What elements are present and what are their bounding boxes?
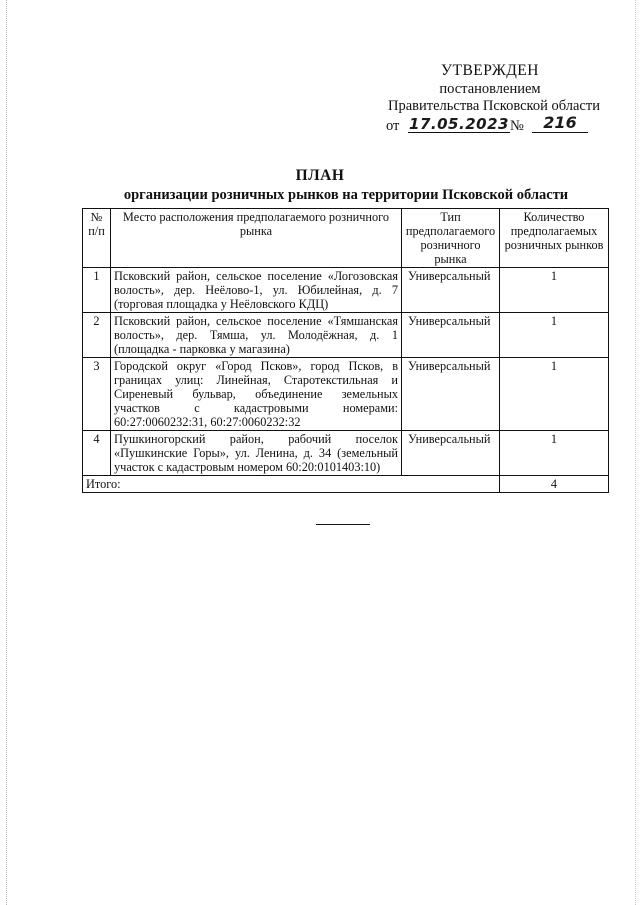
document-title: [0, 166, 640, 204]
row-num: 3: [83, 358, 111, 431]
end-rule: [316, 524, 370, 525]
header-num: № п/п: [83, 209, 111, 268]
total-value: 4: [500, 476, 609, 493]
table-row: [83, 268, 609, 313]
row-qty: 1: [500, 268, 609, 313]
row-num: 4: [83, 431, 111, 476]
table-row: [83, 431, 609, 476]
handwritten-date: 17.05.2023: [409, 115, 509, 133]
table-row: [83, 313, 609, 358]
row-num: 1: [83, 268, 111, 313]
row-type: Универсальный: [402, 358, 500, 431]
header-qty: Количество предполагаемых розничных рынков: [500, 209, 609, 268]
table-row: [83, 358, 609, 431]
row-num: 2: [83, 313, 111, 358]
row-qty: 1: [500, 313, 609, 358]
approval-title: УТВЕРЖДЕН: [441, 62, 539, 79]
markets-table: [82, 208, 609, 493]
row-place: Пушкиногорский район, рабочий поселок «Пушкинские Горы», ул. Ленина, д. 34 (земельный участок с кадастровым номером 60:20:0101403:10): [111, 431, 402, 476]
approval-line-government: Правительства Псковской области: [388, 98, 600, 114]
row-type: Универсальный: [402, 431, 500, 476]
date-prefix: от: [386, 118, 400, 134]
scan-edge-right: [635, 0, 636, 905]
total-label: Итого:: [83, 476, 500, 493]
approval-line-resolution: постановлением: [439, 81, 541, 97]
row-place: Псковский район, сельское поселение «Логозовская волость», дер. Неёлово-1, ул. Юбилейная, д. 7 (торговая площадка у Неёловского КДЦ): [111, 268, 402, 313]
table-total-row: [83, 476, 609, 493]
number-prefix: №: [510, 118, 524, 134]
approval-date-row: [372, 113, 608, 138]
header-type: Тип предполагаемого розничного рынка: [402, 209, 500, 268]
row-place: Городской округ «Город Псков», город Псков, в границах улиц: Линейная, Старотекстильная и Сиреневый бульвар, объединение земельных участков с кадастровыми номерами: 60:27:0060232:31, 60:27:0060232:32: [111, 358, 402, 431]
title-subtitle: организации розничных рынков на территории Псковской области: [123, 187, 569, 203]
title-plan: ПЛАН: [295, 167, 345, 184]
row-qty: 1: [500, 358, 609, 431]
header-place: Место расположения предполагаемого розничного рынка: [111, 209, 402, 268]
scan-edge-left: [6, 0, 7, 905]
row-type: Универсальный: [402, 313, 500, 358]
table-header-row: [83, 209, 609, 268]
handwritten-number: 216: [532, 113, 588, 133]
row-qty: 1: [500, 431, 609, 476]
row-type: Универсальный: [402, 268, 500, 313]
approval-stamp: [372, 62, 608, 138]
row-place: Псковский район, сельское поселение «Тямшанская волость», дер. Тямша, ул. Молодёжная, д. 1 (площадка - парковка у магазина): [111, 313, 402, 358]
